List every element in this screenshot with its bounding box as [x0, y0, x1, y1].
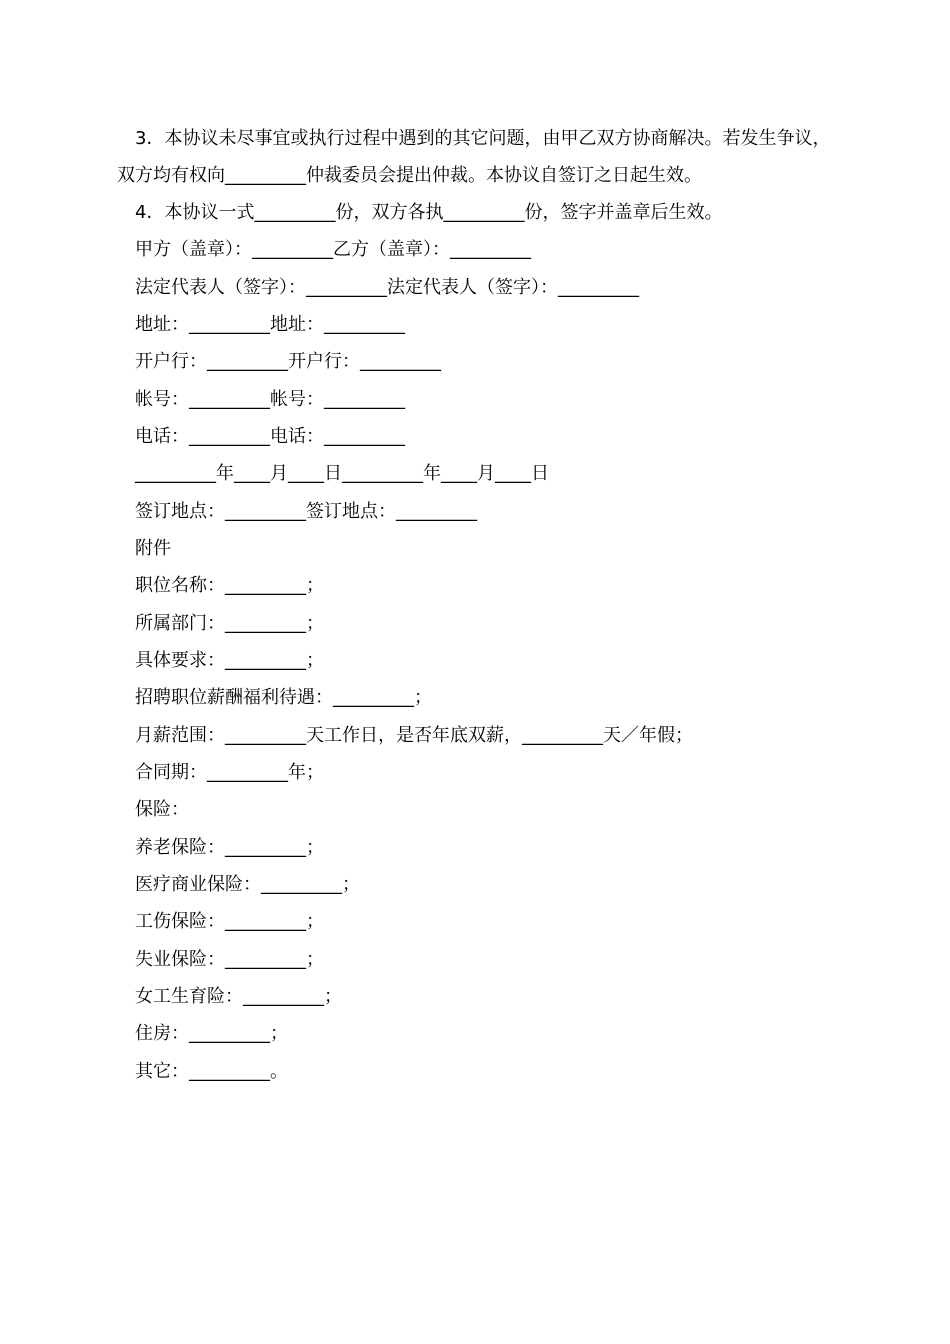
- medical-insurance-line: 医疗商业保险：_________；: [135, 874, 360, 895]
- compensation-line: 招聘职位薪酬福利待遇：_________；: [135, 687, 432, 708]
- address-line: 地址：_________地址：_________: [135, 314, 405, 335]
- clause-3-paragraph: 3．本协议未尽事宜或执行过程中遇到的其它问题，由甲乙双方协商解决。若发生争议，双方均有权向_________仲裁委员会提出仲裁。本协议自签订之日起生效。: [117, 128, 831, 186]
- housing-line: 住房：_________；: [135, 1023, 288, 1044]
- salary-range-line: 月薪范围：_________天工作日，是否年底双薪，_________天／年假；: [135, 725, 693, 746]
- department-line: 所属部门：_________；: [135, 613, 324, 634]
- position-name-line: 职位名称：_________；: [135, 575, 324, 596]
- signing-place-line: 签订地点：_________签订地点：_________: [135, 501, 477, 522]
- contract-term-line: 合同期：_________年；: [135, 762, 324, 783]
- maternity-insurance-line: 女工生育险：_________；: [135, 986, 342, 1007]
- other-line: 其它：_________。: [135, 1061, 288, 1082]
- legal-representative-line: 法定代表人（签字）：_________法定代表人（签字）：_________: [135, 277, 639, 298]
- phone-line: 电话：_________电话：_________: [135, 426, 405, 447]
- pension-insurance-line: 养老保险：_________；: [135, 837, 324, 858]
- insurance-heading: 保险：: [135, 799, 189, 820]
- clause-4-line: 4．本协议一式_________份，双方各执_________份，签字并盖章后生效。: [135, 202, 723, 223]
- date-line: _________年____月____日_________年____月____日: [135, 463, 549, 484]
- injury-insurance-line: 工伤保险：_________；: [135, 911, 324, 932]
- bank-line: 开户行：_________开户行：_________: [135, 351, 441, 372]
- requirements-line: 具体要求：_________；: [135, 650, 324, 671]
- attachment-heading: 附件: [135, 538, 171, 559]
- seal-line: 甲方（盖章）：_________乙方（盖章）：_________: [135, 239, 531, 260]
- unemployment-insurance-line: 失业保险：_________；: [135, 949, 324, 970]
- account-line: 帐号：_________帐号：_________: [135, 389, 405, 410]
